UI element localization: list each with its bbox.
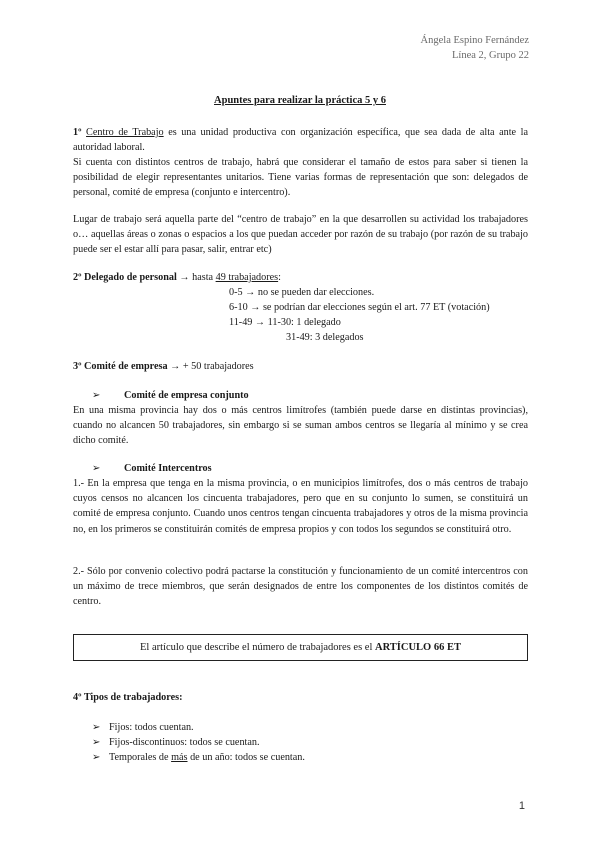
section-3-heading-line: [73, 359, 254, 374]
section-2-heading: 2º Delegado de personal: [73, 272, 177, 283]
arrowhead-icon: ➢: [92, 752, 101, 763]
delegate-range-line: 31-49: 3 delegados: [286, 332, 364, 343]
section-1-definition: es una unidad productiva con organización específica, que sea dada de alta ante la autoridad laboral.: [73, 127, 528, 154]
worker-type-text: Fijos: todos cuentan.: [109, 722, 194, 733]
article-note-text: El artículo que describe el número de trabajadores es el: [140, 642, 375, 653]
section-2-colon: :: [278, 272, 281, 283]
section-2-heading-line: [73, 270, 281, 285]
conjunto-bullet: [92, 388, 249, 403]
delegate-range-line: 11-49 → 11-30: 1 delegado: [229, 317, 341, 328]
arrowhead-icon: ➢: [92, 463, 101, 474]
section-3-heading: 3º Comité de empresa: [73, 361, 168, 372]
section-1-paragraph-1: [73, 125, 528, 155]
header-group: Línea 2, Grupo 22: [452, 50, 529, 61]
article-note-box: [73, 634, 528, 661]
worker-type-text: Fijos-discontinuos: todos se cuentan.: [109, 737, 260, 748]
worker-type-emphasis: más: [171, 752, 188, 763]
section-1-paragraph-2: Si cuenta con distintos centros de trabajo, habrá que considerar el tamaño de estos para saber si tienen la posibilidad de elegir representantes unitarios. Tiene varias formas de representación que son: delegados de personal, comité de empresa (conjunto e intercentro).: [73, 157, 528, 199]
section-1-term: Centro de Trabajo: [86, 127, 164, 138]
arrowhead-icon: ➢: [92, 722, 101, 733]
conjunto-title: Comité de empresa conjunto: [124, 390, 249, 401]
arrowhead-icon: ➢: [92, 390, 101, 401]
section-1-paragraph-3: Lugar de trabajo será aquella parte del “centro de trabajo” en la que desarrollen su actividad los trabajadores o… aquellas áreas o zonas o espacios a los que puedan acceder por razón de su trabajo (por razón de su trabajo puede ser el estar allí para pasar, salir, entrar etc): [73, 214, 528, 256]
arrowhead-icon: ➢: [92, 737, 101, 748]
section-3-threshold: → + 50 trabajadores: [167, 361, 254, 372]
delegate-range-line: 6-10 → se podrían dar elecciones según el art. 77 ET (votación): [229, 302, 490, 313]
intercentros-title: Comité Intercentros: [124, 463, 212, 474]
intercentros-bullet: [92, 461, 212, 476]
worker-type-item: [92, 735, 260, 750]
section-2-limit: 49 trabajadores: [215, 272, 279, 283]
intercentros-paragraph-1: 1.- En la empresa que tenga en la misma provincia, o en municipios limítrofes, dos o más centros de trabajo cuyos censos no alcancen los cincuenta trabajadores, pero que en su conjunto lo sumen, se constituirá un comité de empresa conjunto. Cuando unos centros tengan cincuenta trabajadores y otros de la misma provincia no, en los primeros se constituirán comités de empresa propios y con todos los segundos se constituirá otro.: [73, 478, 528, 535]
worker-type-item: [92, 750, 305, 765]
section-4-heading: 4º Tipos de trabajadores:: [73, 692, 183, 703]
conjunto-paragraph: En una misma provincia hay dos o más centros limítrofes (también puede darse en distintas provincias), cuando no alcancen 50 trabajadores, sin embargo si se suman ambos centros se llegaría al mínimo y se crea dicho comité.: [73, 405, 528, 447]
article-note-article: ARTÍCULO 66 ET: [375, 642, 461, 653]
page-number: 1: [518, 800, 525, 812]
section-2-arrow: → hasta: [176, 272, 216, 283]
worker-type-text: Temporales de: [109, 752, 172, 763]
intercentros-paragraph-2: 2.- Sólo por convenio colectivo podrá pactarse la constitución y funcionamiento de un comité intercentros con un máximo de trece miembros, que serán designados de entre los componentes de los distintos comités de centro.: [73, 566, 528, 608]
delegate-range-line: 0-5 → no se pueden dar elecciones.: [229, 287, 375, 298]
page-title: Apuntes para realizar la práctica 5 y 6: [214, 95, 386, 106]
header-author: Ángela Espino Fernández: [420, 35, 529, 46]
section-1-number: 1º: [73, 127, 82, 138]
worker-type-item: [92, 720, 194, 735]
worker-type-text-end: de un año: todos se cuentan.: [187, 752, 305, 763]
